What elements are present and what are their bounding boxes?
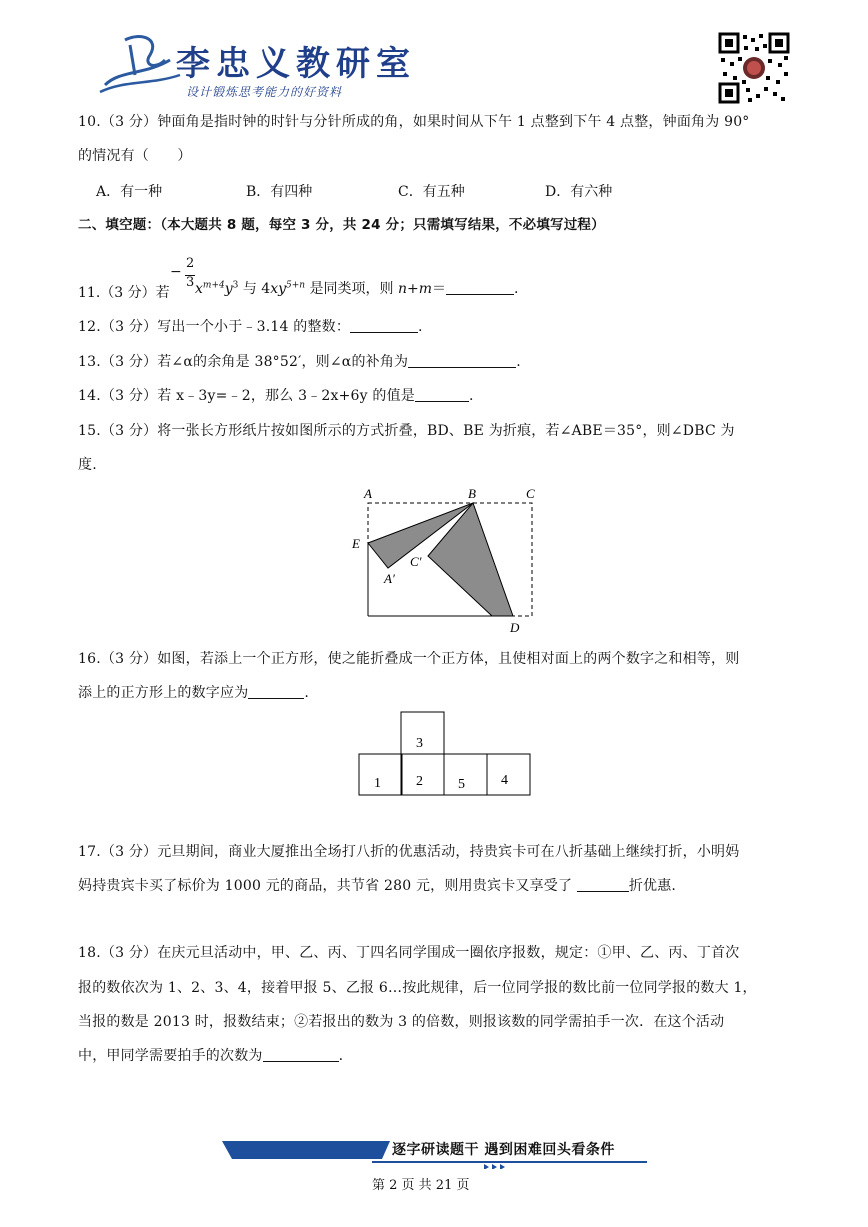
- q16-line1: 16.（3 分）如图，若添上一个正方形，使之能折叠成一个正方体，且使相对面上的两个数字之和相等，则: [78, 651, 740, 667]
- q10-option-c: C．有五种: [398, 184, 465, 200]
- q18-line3: 当报的数是 2013 时，报数结束；②若报出的数为 3 的倍数，则报该数的同学需拍手一次．在这个活动: [78, 1014, 725, 1030]
- q11-suffix: 是同类项，则: [309, 281, 394, 297]
- q11-expr: n+m: [397, 281, 433, 297]
- fig15-label-c-prime: C′: [410, 554, 422, 569]
- arrow-icon: [492, 1164, 497, 1169]
- fig15-label-a-prime: A′: [384, 571, 395, 586]
- q15-line2: 度.: [78, 457, 97, 473]
- net-number-1: 1: [374, 776, 381, 791]
- fig15-label-c: C: [526, 486, 535, 501]
- q10-option-b: B．有四种: [246, 184, 313, 200]
- q17-line2: [78, 876, 798, 896]
- q14-answer-blank[interactable]: [415, 387, 469, 402]
- net-square-5: [444, 754, 487, 795]
- q18-line4: 中，甲同学需要拍手的次数为 .: [78, 1048, 344, 1064]
- q11-y: y: [224, 281, 233, 297]
- fig15-label-d: D: [510, 620, 520, 635]
- q14-text: 14.（3 分）若 x﹣3y=﹣2，那么 3﹣2x+6y 的值是: [78, 388, 415, 404]
- q11-frac-num: 2: [186, 256, 195, 271]
- q12: 12.（3 分）写出一个小于﹣3.14 的整数： .: [78, 319, 423, 335]
- fig15-label-b: B: [468, 486, 476, 501]
- q18-line4-text: 中，甲同学需要拍手的次数为: [78, 1048, 263, 1064]
- q13-answer-blank[interactable]: [408, 353, 516, 368]
- q11: 11.（3 分）若 − 2 3 $x^{m+4}y^3$ 与 $4xy^{5+n}$ 是同类项，则 n+m＝ .: [78, 256, 519, 301]
- header-logo: [95, 30, 185, 100]
- net-number-5: 5: [458, 777, 465, 792]
- q11-xy: xy: [270, 281, 286, 297]
- fig15-label-e: E: [352, 536, 360, 551]
- q12-answer-blank[interactable]: [350, 318, 418, 333]
- q10-option-d: D．有六种: [545, 184, 613, 200]
- cube-net-figure: [358, 711, 533, 797]
- arrow-icon: [500, 1164, 505, 1169]
- q13: 13.（3 分）若∠α的余角是 38°52′，则∠α的补角为 .: [78, 354, 521, 370]
- net-number-4: 4: [501, 773, 508, 788]
- arrow-icon: [484, 1164, 489, 1169]
- q15-line1: 15.（3 分）将一张长方形纸片按如图所示的方式折叠，BD、BE 为折痕，若∠ABE＝35°，则∠DBC 为: [78, 423, 735, 439]
- logo-swirl-icon: [95, 30, 185, 100]
- net-number-3: 3: [416, 736, 423, 751]
- brand-slogan: 设计锻炼思考能力的好资料: [186, 85, 343, 99]
- footer-motto: 逐字研读题干 遇到困难回头看条件: [392, 1142, 615, 1158]
- q17-answer-blank[interactable]: [577, 877, 629, 892]
- q10-line1: 10.（3 分）钟面角是指时钟的时针与分针所成的角，如果时间从下午 1 点整到下午 4 点整，钟面角为 90°: [78, 114, 750, 130]
- q11-exp2: 3: [232, 280, 239, 291]
- q11-answer-blank[interactable]: [446, 280, 514, 295]
- qr-code-icon: [718, 32, 790, 104]
- q16-line2-text: 添上的正方形上的数字应为: [78, 685, 249, 701]
- q11-exp1: m+4: [202, 280, 225, 291]
- q11-x: x: [195, 281, 203, 297]
- fig15-label-a: A: [364, 486, 372, 501]
- q11-frac-den: 3: [186, 275, 195, 290]
- q18-line2: 报的数依次为 1、2、3、4，接着甲报 5、乙报 6…按此规律，后一位同学报的数比前一位同学报的数大 1，: [78, 980, 757, 996]
- q17-line2-a: 妈持贵宾卡买了标价为 1000 元的商品，共节省 280 元，则用贵宾卡又享受了: [78, 878, 573, 894]
- q10-line2: 的情况有（ ）: [78, 148, 192, 164]
- net-square-4: [487, 754, 530, 795]
- q10-option-a: A．有一种: [96, 184, 163, 200]
- page-number: 第 2 页 共 21 页: [372, 1178, 470, 1193]
- q17-line2-b: 折优惠.: [628, 878, 677, 894]
- q11-mid: 与 4: [242, 281, 271, 297]
- q12-text: 12.（3 分）写出一个小于﹣3.14 的整数：: [78, 319, 351, 335]
- q18-answer-blank[interactable]: [263, 1047, 339, 1062]
- q17-line1: 17.（3 分）元旦期间，商业大厦推出全场打八折的优惠活动，持贵宾卡可在八折基础上继续打折，小明妈: [78, 844, 740, 860]
- fold-figure: [340, 484, 560, 636]
- q16-line2: 添上的正方形上的数字应为 .: [78, 685, 310, 701]
- q14: 14.（3 分）若 x﹣3y=﹣2，那么 3﹣2x+6y 的值是 .: [78, 388, 474, 404]
- net-number-2: 2: [416, 774, 423, 789]
- brand-title: 李忠义教研室: [176, 44, 416, 84]
- section-heading: 二、填空题：（本大题共 8 题，每空 3 分，共 24 分；只需填写结果，不必填写过程）: [78, 217, 605, 233]
- q11-prefix: 11.（3 分）若: [78, 285, 170, 301]
- q18-line1: 18.（3 分）在庆元旦活动中，甲、乙、丙、丁四名同学围成一圈依序报数，规定：①甲、乙、丙、丁首次: [78, 945, 740, 961]
- q11-minus: −: [170, 264, 182, 280]
- q11-exp3: 5+n: [286, 280, 306, 291]
- footer-bar-shape: [222, 1141, 390, 1159]
- q11-eq: ＝: [432, 281, 447, 297]
- q16-answer-blank[interactable]: [248, 684, 304, 699]
- q13-text: 13.（3 分）若∠α的余角是 38°52′，则∠α的补角为: [78, 354, 409, 370]
